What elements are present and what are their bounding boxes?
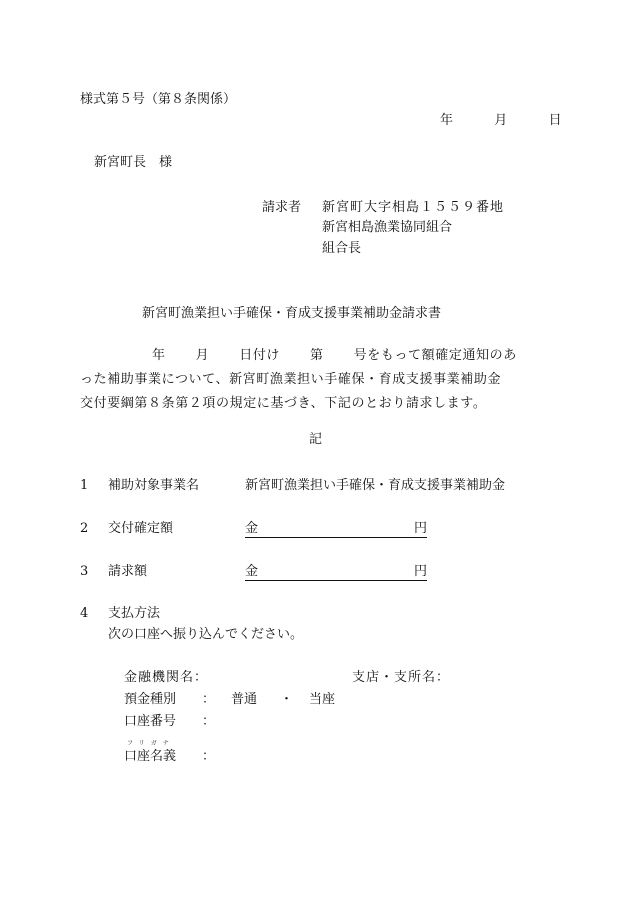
- account-number-colon: ：: [202, 714, 216, 729]
- item-4-note: 次の口座へ振り込んでください。: [108, 627, 304, 642]
- claimant-title: 組合長: [322, 241, 362, 256]
- claimant-label: 請求者: [262, 200, 302, 215]
- claimant-address: 新宮町大字相島１５５９番地: [322, 200, 505, 215]
- item-3-amount-field: [245, 564, 427, 581]
- body-paragraph: [80, 344, 550, 416]
- body-dated: 日付け: [239, 348, 281, 363]
- claimant-organization: 新宮相島漁業協同組合: [322, 220, 453, 235]
- date-day-label: 日: [548, 113, 562, 128]
- account-type-colon: ：: [202, 692, 216, 707]
- account-holder-colon: ：: [202, 749, 216, 764]
- item-4-label: 支払方法: [108, 606, 161, 621]
- body-line-2: った補助事業について、新宮町漁業担い手確保・育成支援事業補助金: [80, 372, 502, 387]
- item-1-label: 補助対象事業名: [108, 478, 200, 493]
- bank-institution-label: 金融機関名：: [124, 670, 209, 685]
- account-type-toza: 当座: [309, 692, 336, 707]
- account-holder-furigana: フリガナ: [127, 740, 175, 747]
- date-line: [440, 113, 562, 129]
- item-3-number: 3: [80, 564, 89, 579]
- body-month: 月: [195, 348, 210, 363]
- form-number: 様式第５号（第８条関係）: [80, 92, 237, 107]
- body-rest: 号をもって額確定通知のあ: [353, 348, 517, 363]
- account-type-label: 預金種別: [124, 692, 177, 707]
- ki-heading: 記: [309, 432, 323, 447]
- document-title: 新宮町漁業担い手確保・育成支援事業補助金請求書: [142, 306, 442, 321]
- item-1-number: 1: [80, 478, 89, 493]
- body-line-1: [80, 344, 550, 368]
- addressee: 新宮町長 様: [94, 155, 173, 170]
- item-3-kin: 金: [245, 564, 259, 579]
- body-dai: 第: [310, 348, 324, 363]
- body-year: 年: [152, 348, 166, 363]
- account-type-futsu: 普通: [231, 692, 258, 707]
- body-line-3: 交付要綱第８条第２項の規定に基づき、下記のとおり請求します。: [80, 396, 487, 411]
- item-2-yen: 円: [413, 521, 427, 536]
- date-year-label: 年: [440, 113, 454, 128]
- item-3-label: 請求額: [108, 564, 148, 579]
- item-1-value: 新宮町漁業担い手確保・育成支援事業補助金: [245, 478, 506, 493]
- bank-branch-label: 支店・支所名：: [352, 670, 451, 685]
- item-2-amount-field: [245, 521, 427, 538]
- item-2-number: 2: [80, 521, 89, 536]
- account-holder-label: 口座名義: [124, 749, 177, 764]
- item-2-label: 交付確定額: [108, 521, 174, 536]
- account-number-label: 口座番号: [124, 714, 177, 729]
- item-4-number: 4: [80, 606, 89, 621]
- date-month-label: 月: [494, 113, 508, 128]
- item-2-kin: 金: [245, 521, 259, 536]
- item-3-yen: 円: [413, 564, 427, 579]
- account-type-separator: ・: [280, 692, 294, 707]
